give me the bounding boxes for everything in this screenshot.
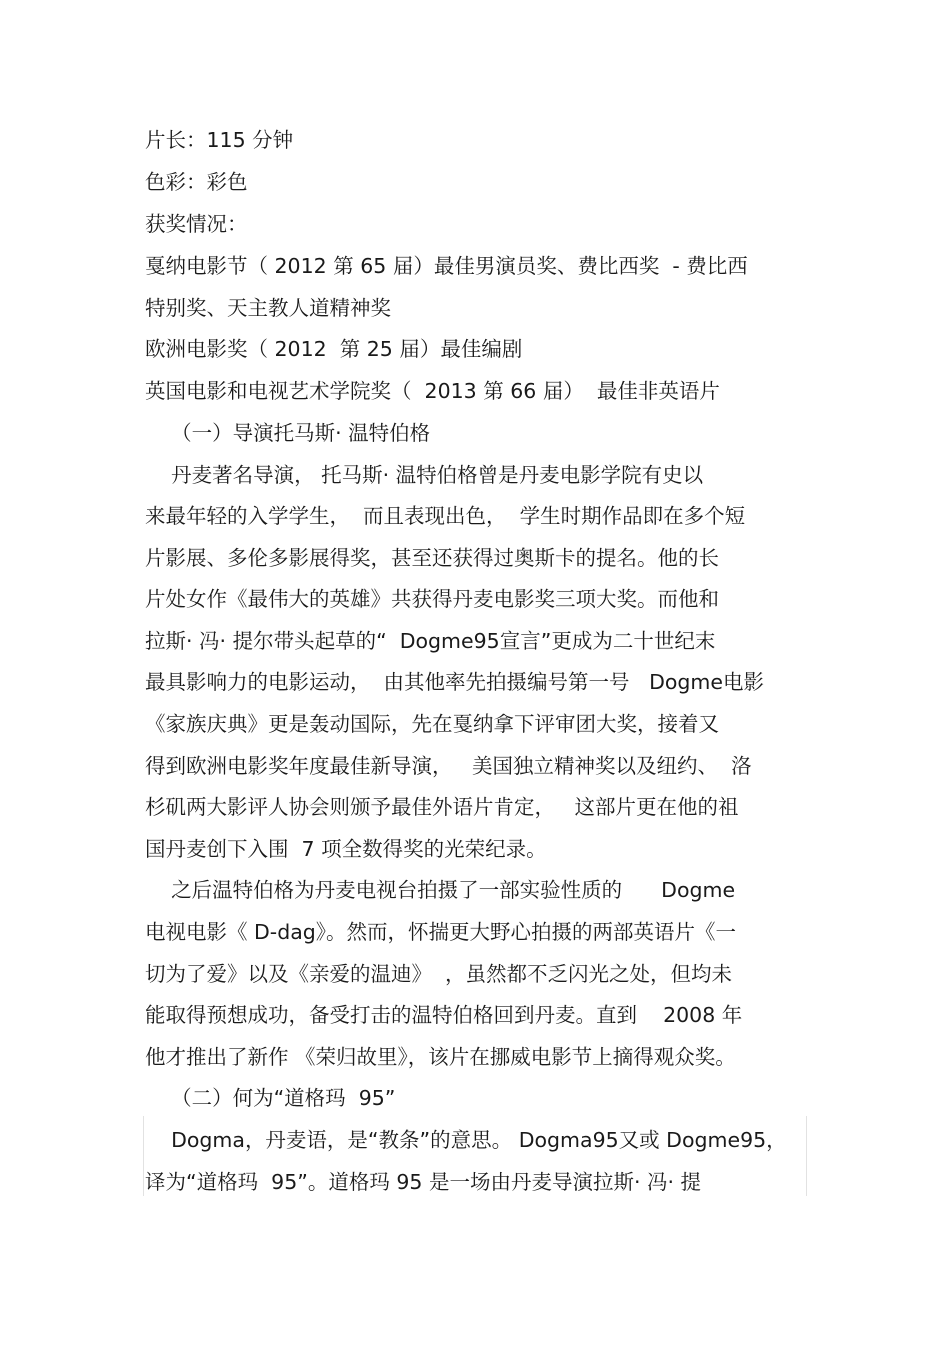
text-line: 片处女作《最伟大的英雄》共获得丹麦电影奖三项大奖。而他和 [145,587,719,611]
text-line: 译为“道格玛 95”。道格玛 95 是一场由丹麦导演拉斯· 冯· 提 [145,1170,702,1194]
text-line: 最具影响力的电影运动， 由其他率先拍摄编号第一号 Dogme电影 [145,670,765,694]
text-line: 能取得预想成功，备受打击的温特伯格回到丹麦。直到 2008 年 [145,1003,743,1027]
text-line: 《家族庆典》更是轰动国际，先在戛纳拿下评审团大奖，接着又 [145,712,719,736]
text-line: 他才推出了新作 《荣归故里》，该片在挪威电影节上摘得观众奖。 [145,1045,736,1069]
text-line: 丹麦著名导演， 托马斯· 温特伯格曾是丹麦电影学院有史以 [145,463,704,487]
margin-rule-right [806,1116,807,1196]
text-line: 来最年轻的入学学生， 而且表现出色， 学生时期作品即在多个短 [145,504,746,528]
margin-rule-left [143,1116,144,1196]
text-line: 拉斯· 冯· 提尔带头起草的“ Dogme95宣言”更成为二十世纪末 [145,629,716,653]
text-line: Dogma，丹麦语，是“教条”的意思。 Dogma95又或 Dogme95， [145,1128,787,1152]
text-line: 获奖情况： [145,212,248,236]
text-line: 英国电影和电视艺术学院奖（ 2013 第 66 届） 最佳非英语片 [145,379,720,403]
text-line: 戛纳电影节（ 2012 第 65 届）最佳男演员奖、费比西奖 - 费比西 [145,254,748,278]
section-heading: （二）何为“道格玛 95” [145,1086,396,1110]
text-line: 之后温特伯格为丹麦电视台拍摄了一部实验性质的 Dogme [145,878,736,902]
text-line: 切为了爱》以及《亲爱的温迪》 ，虽然都不乏闪光之处，但均未 [145,962,733,986]
text-line: 特别奖、天主教人道精神奖 [145,296,391,320]
section-heading: （一）导演托马斯· 温特伯格 [145,421,431,445]
text-line: 国丹麦创下入围 7 项全数得奖的光荣纪录。 [145,837,547,861]
text-line: 杉矶两大影评人协会则颁予最佳外语片肯定， 这部片更在他的祖 [145,795,739,819]
text-line: 片影展、多伦多影展得奖，甚至还获得过奥斯卡的提名。他的长 [145,546,719,570]
text-line: 片长：115 分钟 [145,128,294,152]
text-line: 欧洲电影奖（ 2012 第 25 届）最佳编剧 [145,337,523,361]
text-line: 得到欧洲电影奖年度最佳新导演， 美国独立精神奖以及纽约、 洛 [145,754,752,778]
text-line: 色彩：彩色 [145,170,248,194]
text-line: 电视电影《 D-dag》。然而，怀揣更大野心拍摄的两部英语片《一 [145,920,737,944]
